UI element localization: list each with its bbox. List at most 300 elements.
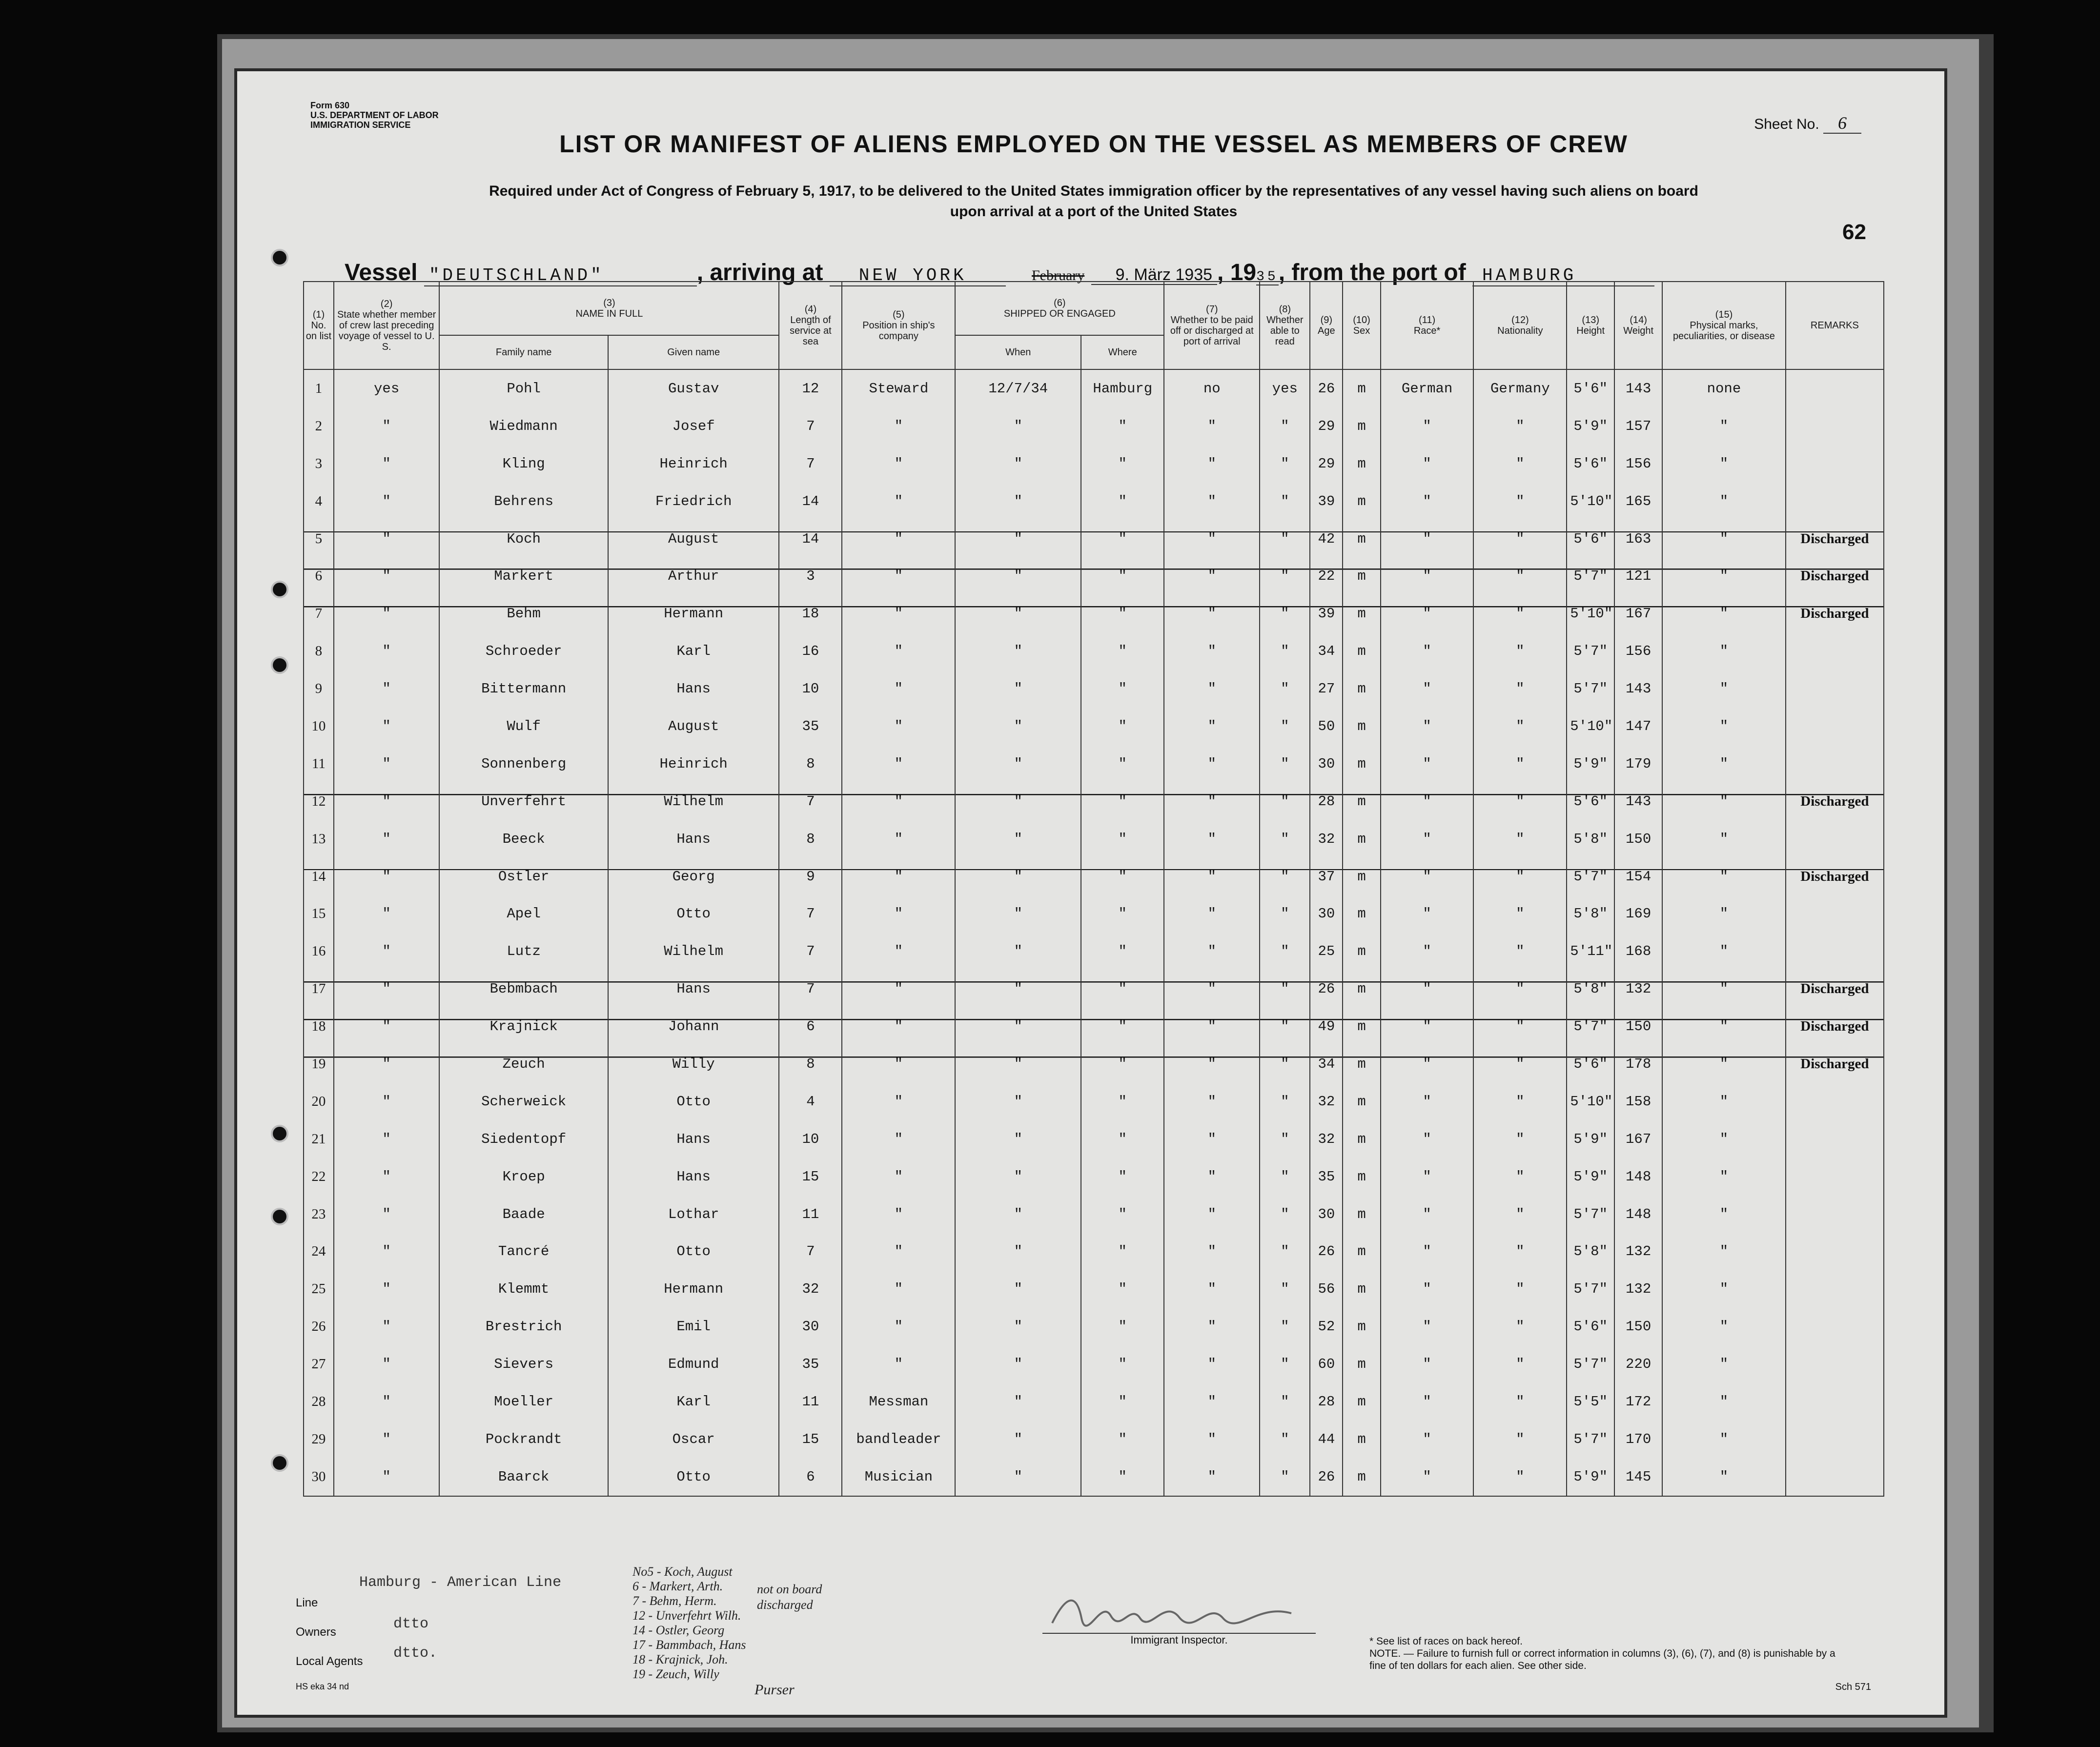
table-row — [304, 1008, 1884, 1045]
cell-no: 13 — [304, 820, 334, 858]
cell-given: Hermann — [608, 595, 779, 632]
cell-sex: m — [1343, 933, 1380, 970]
cell-marks: " — [1662, 933, 1786, 970]
cell-read: " — [1260, 445, 1310, 483]
cell-where: " — [1081, 1308, 1164, 1345]
cell-when: " — [955, 933, 1081, 970]
cell-marks: " — [1662, 1045, 1786, 1083]
table-row — [304, 369, 1884, 407]
binder-hole-icon — [271, 1208, 288, 1225]
cell-position: Messman — [842, 1383, 955, 1421]
cell-family: Kroep — [439, 1158, 608, 1196]
cell-family: Behm — [439, 595, 608, 632]
cell-where: " — [1081, 1233, 1164, 1270]
cell-no: 6 — [304, 557, 334, 595]
cell-paid: " — [1164, 1120, 1260, 1158]
cell-race: " — [1381, 1120, 1474, 1158]
cell-prev: " — [334, 1158, 440, 1196]
cell-position: " — [842, 557, 955, 595]
table-row — [304, 820, 1884, 858]
owners-label: Owners — [296, 1625, 336, 1639]
cell-paid: " — [1164, 1345, 1260, 1383]
cell-remarks — [1786, 632, 1884, 670]
cell-given: Johann — [608, 1008, 779, 1045]
dept-line: U.S. DEPARTMENT OF LABOR — [310, 110, 439, 120]
col-given-header: Given name — [608, 335, 779, 369]
cell-height: 5'6" — [1567, 1045, 1614, 1083]
cell-marks: " — [1662, 1458, 1786, 1496]
cell-no: 8 — [304, 632, 334, 670]
cell-height: 5'9" — [1567, 1120, 1614, 1158]
cell-length: 11 — [779, 1383, 842, 1421]
cell-where: " — [1081, 820, 1164, 858]
cell-given: Heinrich — [608, 745, 779, 783]
cell-race: German — [1381, 369, 1474, 407]
cell-remarks — [1786, 483, 1884, 520]
cell-when: 12/7/34 — [955, 369, 1081, 407]
cell-sex: m — [1343, 1196, 1380, 1233]
cell-remarks — [1786, 670, 1884, 708]
sheet-label: Sheet No. — [1754, 116, 1819, 132]
col-prev-voyage-header: (2) State whether member of crew last preceding voyage of vessel to U. S. — [334, 282, 440, 369]
cell-no: 11 — [304, 745, 334, 783]
cell-length: 3 — [779, 557, 842, 595]
cell-remarks — [1786, 1270, 1884, 1308]
cell-read: " — [1260, 1008, 1310, 1045]
cell-position: " — [842, 745, 955, 783]
cell-race: " — [1381, 745, 1474, 783]
cell-nationality: " — [1473, 595, 1567, 632]
cell-nationality: " — [1473, 520, 1567, 558]
cell-age: 26 — [1310, 970, 1343, 1008]
cell-remarks — [1786, 1383, 1884, 1421]
cell-read: " — [1260, 483, 1310, 520]
cell-given: Gustav — [608, 369, 779, 407]
cell-given: Lothar — [608, 1196, 779, 1233]
cell-prev: " — [334, 783, 440, 820]
cell-given: August — [608, 708, 779, 745]
table-row — [304, 557, 1884, 595]
cell-family: Kling — [439, 445, 608, 483]
cell-family: Behrens — [439, 483, 608, 520]
cell-read: " — [1260, 895, 1310, 933]
cell-nationality: " — [1473, 858, 1567, 895]
cell-given: Otto — [608, 1083, 779, 1120]
cell-where: " — [1081, 1421, 1164, 1458]
cell-paid: " — [1164, 1158, 1260, 1196]
cell-given: Georg — [608, 858, 779, 895]
subtitle-line-1: Required under Act of Congress of February 5, 1917, to be delivered to the United States immigration officer by the representatives of any vessel having such aliens on board — [489, 183, 1698, 199]
cell-family: Beeck — [439, 820, 608, 858]
cell-paid: " — [1164, 1421, 1260, 1458]
cell-remarks — [1786, 1421, 1884, 1458]
cell-no: 28 — [304, 1383, 334, 1421]
cell-sex: m — [1343, 1421, 1380, 1458]
cell-when: " — [955, 745, 1081, 783]
cell-race: " — [1381, 708, 1474, 745]
cell-family: Schroeder — [439, 632, 608, 670]
cell-prev: " — [334, 557, 440, 595]
cell-nationality: " — [1473, 1421, 1567, 1458]
cell-weight: 148 — [1614, 1158, 1662, 1196]
cell-length: 15 — [779, 1421, 842, 1458]
cell-age: 30 — [1310, 745, 1343, 783]
cell-where: " — [1081, 632, 1164, 670]
cell-remarks — [1786, 407, 1884, 445]
cell-race: " — [1381, 1158, 1474, 1196]
cell-length: 14 — [779, 520, 842, 558]
cell-weight: 167 — [1614, 595, 1662, 632]
cell-no: 20 — [304, 1083, 334, 1120]
cell-paid: " — [1164, 520, 1260, 558]
cell-where: " — [1081, 1458, 1164, 1496]
cell-where: " — [1081, 595, 1164, 632]
cell-sex: m — [1343, 1270, 1380, 1308]
cell-race: " — [1381, 1008, 1474, 1045]
cell-where: " — [1081, 1158, 1164, 1196]
cell-given: Heinrich — [608, 445, 779, 483]
cell-family: Pockrandt — [439, 1421, 608, 1458]
cell-no: 4 — [304, 483, 334, 520]
cell-race: " — [1381, 1045, 1474, 1083]
cell-weight: 165 — [1614, 483, 1662, 520]
table-row — [304, 520, 1884, 558]
note-line: 19 - Zeuch, Willy — [632, 1667, 719, 1681]
cell-read: " — [1260, 783, 1310, 820]
cell-paid: " — [1164, 1383, 1260, 1421]
cell-given: Hans — [608, 1120, 779, 1158]
cell-family: Wiedmann — [439, 407, 608, 445]
cell-age: 37 — [1310, 858, 1343, 895]
cell-when: " — [955, 1233, 1081, 1270]
cell-when: " — [955, 483, 1081, 520]
cell-read: " — [1260, 708, 1310, 745]
table-row — [304, 783, 1884, 820]
cell-sex: m — [1343, 745, 1380, 783]
arriving-label: , arriving at — [696, 260, 823, 285]
cell-where: " — [1081, 445, 1164, 483]
binder-hole-icon — [271, 581, 288, 598]
cell-read: " — [1260, 632, 1310, 670]
cell-marks: " — [1662, 858, 1786, 895]
cell-nationality: " — [1473, 1158, 1567, 1196]
cell-read: " — [1260, 557, 1310, 595]
cell-when: " — [955, 595, 1081, 632]
cell-prev: " — [334, 1008, 440, 1045]
cell-where: " — [1081, 520, 1164, 558]
cell-remarks — [1786, 1120, 1884, 1158]
table-row — [304, 1196, 1884, 1233]
cell-given: Hermann — [608, 1270, 779, 1308]
cell-remarks: Discharged — [1786, 557, 1884, 595]
cell-height: 5'10" — [1567, 1083, 1614, 1120]
cell-age: 27 — [1310, 670, 1343, 708]
table-row — [304, 895, 1884, 933]
cell-remarks — [1786, 1345, 1884, 1383]
col-shipped-header: (6) SHIPPED OR ENGAGED — [955, 282, 1164, 335]
cell-when: " — [955, 557, 1081, 595]
cell-where: Hamburg — [1081, 369, 1164, 407]
cell-when: " — [955, 407, 1081, 445]
cell-prev: " — [334, 520, 440, 558]
cell-weight: 170 — [1614, 1421, 1662, 1458]
table-row — [304, 407, 1884, 445]
cell-remarks: Discharged — [1786, 1008, 1884, 1045]
cell-race: " — [1381, 1421, 1474, 1458]
cell-nationality: " — [1473, 1083, 1567, 1120]
cell-race: " — [1381, 595, 1474, 632]
cell-prev: yes — [334, 369, 440, 407]
cell-position: " — [842, 858, 955, 895]
cell-nationality: " — [1473, 670, 1567, 708]
cell-prev: " — [334, 483, 440, 520]
cell-nationality: Germany — [1473, 369, 1567, 407]
cell-when: " — [955, 1421, 1081, 1458]
cell-race: " — [1381, 483, 1474, 520]
subtitle-line-2: upon arrival at a port of the United States — [950, 203, 1238, 220]
cell-given: Hans — [608, 820, 779, 858]
cell-age: 49 — [1310, 1008, 1343, 1045]
cell-position: " — [842, 1196, 955, 1233]
cell-weight: 150 — [1614, 820, 1662, 858]
cell-age: 26 — [1310, 369, 1343, 407]
col-age-header: (9) Age — [1310, 282, 1343, 369]
cell-family: Scherweick — [439, 1083, 608, 1120]
cell-height: 5'6" — [1567, 369, 1614, 407]
cell-position: Musician — [842, 1458, 955, 1496]
cell-family: Zeuch — [439, 1045, 608, 1083]
cell-when: " — [955, 783, 1081, 820]
discharged-notes — [632, 1564, 746, 1682]
cell-height: 5'7" — [1567, 1270, 1614, 1308]
cell-where: " — [1081, 1008, 1164, 1045]
cell-when: " — [955, 1008, 1081, 1045]
cell-position: " — [842, 1270, 955, 1308]
cell-paid: " — [1164, 595, 1260, 632]
cell-when: " — [955, 1120, 1081, 1158]
cell-nationality: " — [1473, 407, 1567, 445]
cell-paid: no — [1164, 369, 1260, 407]
cell-prev: " — [334, 445, 440, 483]
cell-prev: " — [334, 595, 440, 632]
cell-paid: " — [1164, 1458, 1260, 1496]
cell-age: 34 — [1310, 1045, 1343, 1083]
cell-prev: " — [334, 670, 440, 708]
cell-weight: 145 — [1614, 1458, 1662, 1496]
cell-age: 32 — [1310, 1083, 1343, 1120]
cell-remarks: Discharged — [1786, 858, 1884, 895]
cell-where: " — [1081, 1270, 1164, 1308]
col-when-header: When — [955, 335, 1081, 369]
agents-label: Local Agents — [296, 1655, 363, 1668]
cell-nationality: " — [1473, 1458, 1567, 1496]
cell-where: " — [1081, 557, 1164, 595]
cell-height: 5'9" — [1567, 1158, 1614, 1196]
note-line: 7 - Behm, Herm. — [632, 1594, 717, 1608]
table-row — [304, 1421, 1884, 1458]
cell-sex: m — [1343, 369, 1380, 407]
cell-remarks — [1786, 1158, 1884, 1196]
cell-sex: m — [1343, 820, 1380, 858]
cell-read: " — [1260, 520, 1310, 558]
cell-prev: " — [334, 708, 440, 745]
cell-nationality: " — [1473, 1196, 1567, 1233]
cell-no: 7 — [304, 595, 334, 632]
cell-given: Hans — [608, 670, 779, 708]
cell-read: " — [1260, 1308, 1310, 1345]
cell-length: 30 — [779, 1308, 842, 1345]
table-row — [304, 970, 1884, 1008]
cell-sex: m — [1343, 708, 1380, 745]
cell-family: Bittermann — [439, 670, 608, 708]
cell-length: 35 — [779, 1345, 842, 1383]
cell-position: bandleader — [842, 1421, 955, 1458]
cell-where: " — [1081, 1120, 1164, 1158]
cell-position: " — [842, 1008, 955, 1045]
cell-when: " — [955, 1270, 1081, 1308]
cell-sex: m — [1343, 970, 1380, 1008]
col-position-header: (5) Position in ship's company — [842, 282, 955, 369]
cell-height: 5'6" — [1567, 520, 1614, 558]
cell-weight: 172 — [1614, 1383, 1662, 1421]
arrival-port: NEW YORK — [830, 265, 1006, 286]
cell-given: Friedrich — [608, 483, 779, 520]
cell-weight: 132 — [1614, 970, 1662, 1008]
cell-remarks — [1786, 1233, 1884, 1270]
cell-family: Unverfehrt — [439, 783, 608, 820]
cell-length: 16 — [779, 632, 842, 670]
cell-length: 7 — [779, 895, 842, 933]
cell-weight: 156 — [1614, 632, 1662, 670]
arrival-date: 9. März 1935 — [1091, 265, 1217, 285]
cell-marks: " — [1662, 670, 1786, 708]
col-sex-header: (10) Sex — [1343, 282, 1380, 369]
cell-marks: " — [1662, 520, 1786, 558]
cell-race: " — [1381, 670, 1474, 708]
cell-family: Ostler — [439, 858, 608, 895]
cell-position: " — [842, 783, 955, 820]
cell-height: 5'8" — [1567, 1233, 1614, 1270]
cell-weight: 132 — [1614, 1233, 1662, 1270]
owners-value: dtto — [393, 1616, 429, 1632]
cell-weight: 143 — [1614, 783, 1662, 820]
cell-paid: " — [1164, 557, 1260, 595]
cell-nationality: " — [1473, 1120, 1567, 1158]
cell-age: 22 — [1310, 557, 1343, 595]
cell-paid: " — [1164, 1196, 1260, 1233]
cell-age: 26 — [1310, 1233, 1343, 1270]
table-row — [304, 1045, 1884, 1083]
cell-sex: m — [1343, 1345, 1380, 1383]
cell-age: 32 — [1310, 1120, 1343, 1158]
dept-line: IMMIGRATION SERVICE — [310, 120, 411, 130]
cell-prev: " — [334, 745, 440, 783]
cell-position: " — [842, 670, 955, 708]
cell-read: " — [1260, 1045, 1310, 1083]
cell-prev: " — [334, 1345, 440, 1383]
crew-table — [303, 281, 1884, 1497]
cell-length: 4 — [779, 1083, 842, 1120]
table-row — [304, 1345, 1884, 1383]
cell-sex: m — [1343, 407, 1380, 445]
vessel-name: "DEUTSCHLAND" — [424, 265, 697, 286]
purser-label: Purser — [754, 1682, 795, 1698]
form-code: HS eka 34 nd — [296, 1682, 349, 1691]
cell-race: " — [1381, 1196, 1474, 1233]
cell-weight: 220 — [1614, 1345, 1662, 1383]
cell-no: 1 — [304, 369, 334, 407]
cell-height: 5'10" — [1567, 708, 1614, 745]
cell-marks: " — [1662, 1308, 1786, 1345]
cell-given: Josef — [608, 407, 779, 445]
cell-height: 5'6" — [1567, 783, 1614, 820]
cell-where: " — [1081, 858, 1164, 895]
cell-prev: " — [334, 820, 440, 858]
cell-given: Wilhelm — [608, 933, 779, 970]
cell-sex: m — [1343, 1045, 1380, 1083]
cell-remarks — [1786, 820, 1884, 858]
cell-sex: m — [1343, 895, 1380, 933]
races-note: * See list of races on back hereof. — [1369, 1636, 1523, 1647]
cell-when: " — [955, 670, 1081, 708]
cell-length: 8 — [779, 820, 842, 858]
cell-nationality: " — [1473, 933, 1567, 970]
cell-age: 28 — [1310, 783, 1343, 820]
cell-sex: m — [1343, 670, 1380, 708]
cell-paid: " — [1164, 783, 1260, 820]
cell-remarks — [1786, 1083, 1884, 1120]
cell-position: " — [842, 632, 955, 670]
binder-hole-icon — [271, 656, 288, 674]
cell-nationality: " — [1473, 745, 1567, 783]
cell-when: " — [955, 1196, 1081, 1233]
cell-prev: " — [334, 1045, 440, 1083]
cell-marks: " — [1662, 1083, 1786, 1120]
crew-rows — [304, 369, 1884, 1496]
cell-sex: m — [1343, 445, 1380, 483]
cell-given: Wilhelm — [608, 783, 779, 820]
cell-race: " — [1381, 557, 1474, 595]
cell-when: " — [955, 1045, 1081, 1083]
cell-length: 6 — [779, 1008, 842, 1045]
cell-race: " — [1381, 632, 1474, 670]
cell-position: " — [842, 1120, 955, 1158]
cell-marks: " — [1662, 1421, 1786, 1458]
cell-length: 32 — [779, 1270, 842, 1308]
cell-weight: 147 — [1614, 708, 1662, 745]
cell-position: " — [842, 445, 955, 483]
cell-prev: " — [334, 1233, 440, 1270]
cell-family: Brestrich — [439, 1308, 608, 1345]
cell-length: 6 — [779, 1458, 842, 1496]
cell-race: " — [1381, 1270, 1474, 1308]
cell-position: " — [842, 1158, 955, 1196]
binder-hole-icon — [271, 1454, 288, 1472]
cell-no: 30 — [304, 1458, 334, 1496]
cell-length: 11 — [779, 1196, 842, 1233]
cell-race: " — [1381, 1458, 1474, 1496]
cell-where: " — [1081, 783, 1164, 820]
cell-marks: " — [1662, 1158, 1786, 1196]
cell-marks: " — [1662, 632, 1786, 670]
table-row — [304, 595, 1884, 632]
cell-family: Apel — [439, 895, 608, 933]
cell-marks: none — [1662, 369, 1786, 407]
cell-height: 5'7" — [1567, 1345, 1614, 1383]
cell-length: 18 — [779, 595, 842, 632]
col-marks-header: (15) Physical marks, peculiarities, or disease — [1662, 282, 1786, 369]
cell-age: 34 — [1310, 632, 1343, 670]
